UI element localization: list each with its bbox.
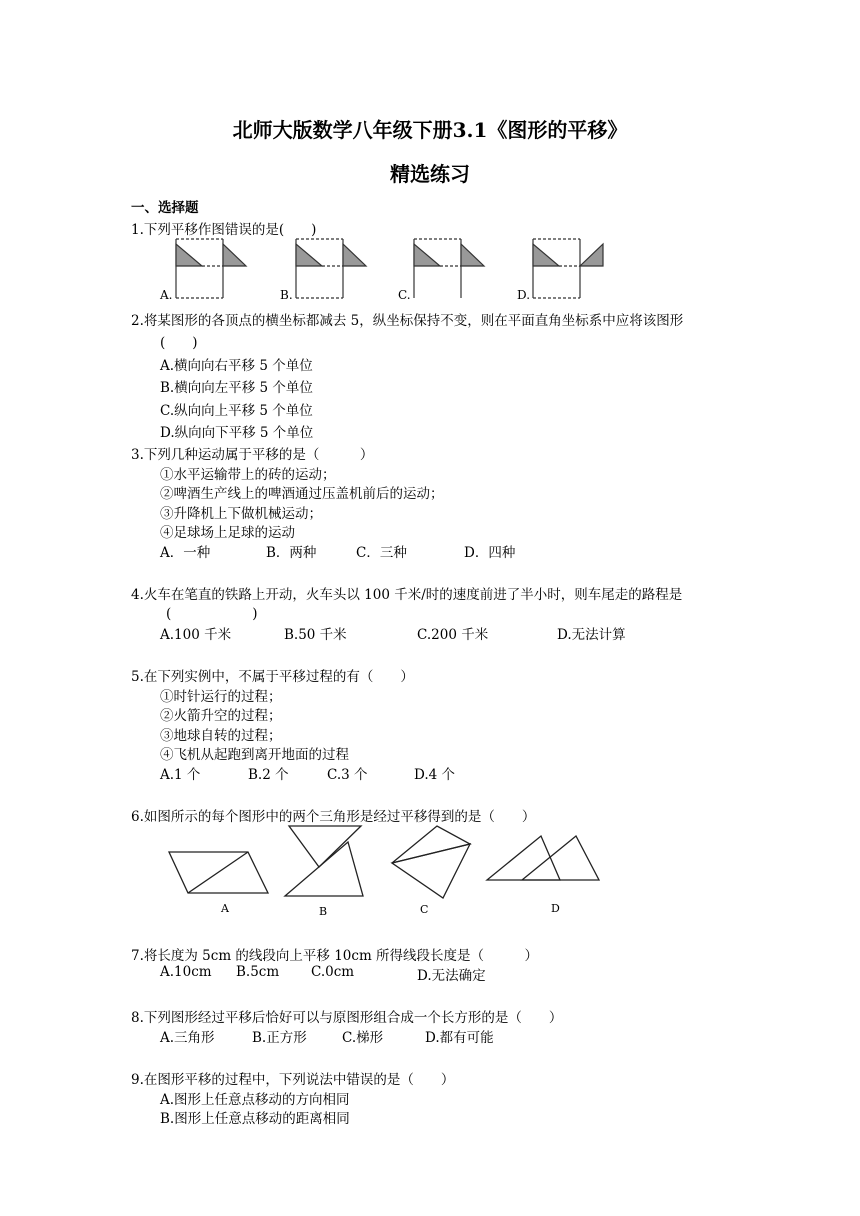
question-2-paren: ( ): [160, 335, 198, 351]
question-9-stem: 9.在图形平移的过程中，下列说法中错误的是（ ）: [131, 1072, 455, 1088]
q7-option-d: D.无法确定: [417, 968, 486, 984]
q5-option-a: A.1 个: [160, 767, 201, 783]
q3-option-d: D．四种: [464, 545, 516, 561]
q2-option-d: D.纵向向下平移 5 个单位: [160, 425, 314, 441]
q6-label-a: A: [221, 902, 229, 915]
q4-option-a: A.100 千米: [160, 627, 232, 643]
q7-option-b: B.5cm: [236, 964, 280, 980]
question-2-stem: 2.将某图形的各顶点的横坐标都减去 5，纵坐标保持不变，则在平面直角坐标系中应将该图形: [131, 313, 684, 329]
q4-option-b: B.50 千米: [284, 627, 347, 643]
q2-option-a: A.横向向右平移 5 个单位: [160, 358, 313, 374]
triangle-figure-b: [285, 826, 363, 896]
q5-option-b: B.2 个: [248, 767, 289, 783]
q5-item-4: ④飞机从起跑到离开地面的过程: [160, 747, 349, 763]
q9-option-a: A.图形上任意点移动的方向相同: [160, 1092, 350, 1108]
question-4-paren: ( ): [166, 606, 258, 622]
q3-item-1: ①水平运输带上的砖的运动；: [160, 467, 336, 483]
q1-label-a: A.: [160, 288, 173, 302]
q9-option-b: B.图形上任意点移动的距离相同: [160, 1111, 350, 1127]
question-3-stem: 3.下列几种运动属于平移的是（ ）: [131, 447, 374, 463]
q8-option-c: C.梯形: [342, 1030, 384, 1046]
question-8-stem: 8.下列图形经过平移后恰好可以与原图形组合成一个长方形的是（ ）: [131, 1010, 563, 1026]
q3-item-2: ②啤酒生产线上的啤酒通过压盖机前后的运动；: [160, 486, 444, 502]
triangle-figure-a: [169, 852, 268, 893]
q2-option-b: B.横向向左平移 5 个单位: [160, 380, 313, 396]
triangle-figure-c: [392, 826, 470, 898]
flag-figure-a: [176, 239, 246, 298]
q5-item-1: ①时针运行的过程；: [160, 689, 282, 705]
q8-option-a: A.三角形: [160, 1030, 215, 1046]
q6-label-b: B: [319, 905, 328, 918]
q6-label-d: D: [551, 902, 560, 915]
q5-option-c: C.3 个: [327, 767, 368, 783]
question-7-stem: 7.将长度为 5cm 的线段向上平移 10cm 所得线段长度是（ ）: [131, 948, 539, 964]
q1-label-c: C.: [398, 288, 411, 302]
q5-item-3: ③地球自转的过程；: [160, 728, 282, 744]
q3-option-a: A．一种: [160, 545, 211, 561]
q8-option-d: D.都有可能: [425, 1030, 494, 1046]
q3-option-b: B．两种: [266, 545, 317, 561]
q4-option-d: D.无法计算: [557, 627, 626, 643]
flag-figure-b: [296, 239, 366, 298]
q3-option-c: C．三种: [356, 545, 407, 561]
q1-label-b: B.: [280, 288, 293, 302]
q3-item-3: ③升降机上下做机械运动；: [160, 506, 322, 522]
q1-label-d: D.: [517, 288, 531, 302]
question-1-stem: 1.下列平移作图错误的是( ): [131, 222, 317, 238]
question-6-triangle-figures: [160, 822, 610, 902]
q6-label-c: C: [420, 903, 429, 916]
question-5-stem: 5.在下列实例中，不属于平移过程的有（ ）: [131, 669, 414, 685]
q2-option-c: C.纵向向上平移 5 个单位: [160, 403, 313, 419]
q3-item-4: ④足球场上足球的运动: [160, 525, 295, 541]
q7-option-a: A.10cm: [160, 964, 212, 980]
flag-figure-d: [533, 239, 603, 298]
q5-item-2: ②火箭升空的过程；: [160, 708, 282, 724]
triangle-figure-d: [487, 836, 599, 880]
flag-figure-c: [414, 239, 484, 298]
question-6-stem: 6.如图所示的每个图形中的两个三角形是经过平移得到的是（ ）: [131, 809, 536, 825]
q5-option-d: D.4 个: [414, 767, 456, 783]
section-heading: 一、选择题: [131, 200, 199, 216]
question-1-flag-figures: [150, 236, 620, 306]
page-subtitle: 精选练习: [390, 162, 470, 186]
q8-option-b: B.正方形: [252, 1030, 307, 1046]
q7-option-c: C.0cm: [311, 964, 355, 980]
question-4-stem: 4.火车在笔直的铁路上开动，火车头以 100 千米/时的速度前进了半小时，则车尾走的路程是: [131, 587, 683, 603]
page-title: 北师大版数学八年级下册3.1《图形的平移》: [232, 118, 628, 142]
q4-option-c: C.200 千米: [417, 627, 489, 643]
